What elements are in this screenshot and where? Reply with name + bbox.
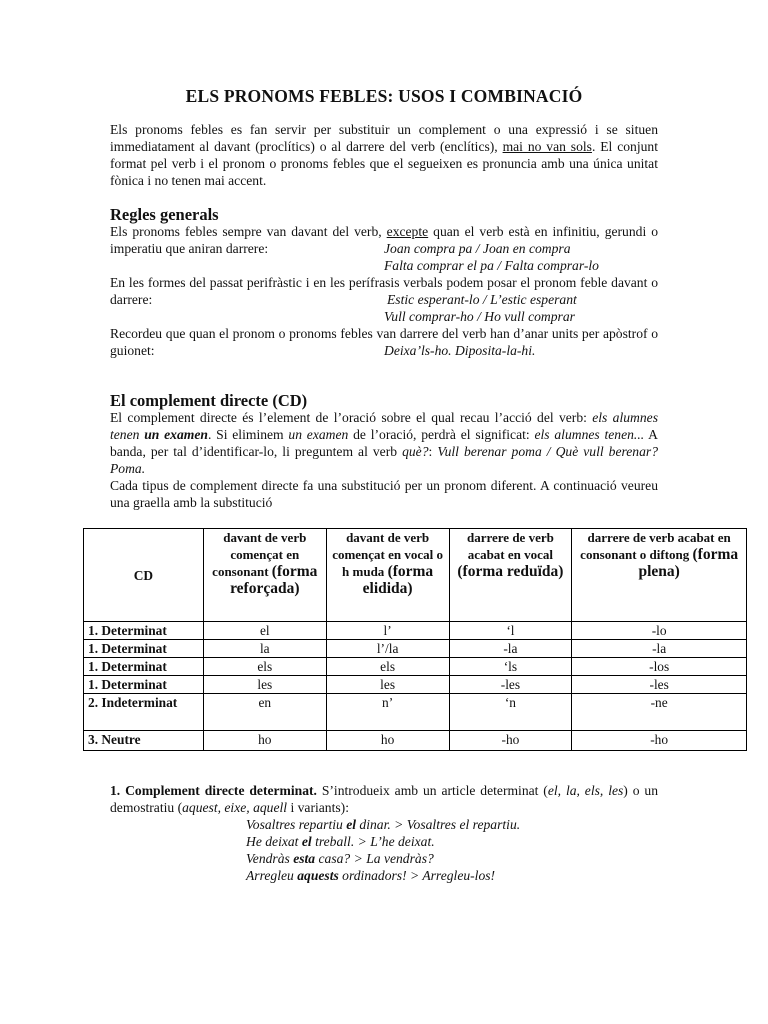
section1-heading: 1. Complement directe determinat.: [110, 783, 317, 798]
row-label: 1. Determinat: [84, 658, 204, 676]
section1-paragraph: [110, 782, 658, 816]
cd-italic-3: els alumnes tenen...: [534, 427, 645, 442]
header-3-form: (forma reduïda): [457, 563, 564, 580]
intro-text-end: . El conjunt format pel verb i el pronom o pronoms febles que el segueixen es pronuncia amb una única unitat fònica i no tenen mai accent.: [110, 139, 658, 188]
cd-heading: El complement directe (CD): [110, 391, 308, 410]
ex-post: ordinadors! > Arregleu-los!: [338, 868, 496, 883]
cd-italic-1: els alumnes tenen: [110, 410, 658, 442]
row-label: 3. Neutre: [84, 731, 204, 751]
cd-text-e: :: [428, 444, 438, 459]
table-cell: els: [326, 658, 449, 676]
section1-example: [246, 850, 434, 867]
section1-text-3: i variants):: [287, 800, 349, 815]
row-label: 1. Determinat: [84, 640, 204, 658]
section1-example: [246, 867, 495, 884]
example-4: Vull comprar-ho / Ho vull comprar: [384, 309, 575, 324]
regles-rule-3: Recordeu que quan el pronom o pronoms febles van darrere del verb han d’anar units per apòstrof o guionet:: [110, 326, 658, 358]
ex-bold: el: [301, 834, 312, 849]
table-cell: -ho: [449, 731, 572, 751]
cd-bold: un examen: [144, 427, 208, 442]
regles-heading: Regles generals: [110, 205, 219, 224]
table-cell: el: [203, 622, 326, 640]
header-col-1: [203, 529, 326, 622]
table-cell: -la: [572, 640, 747, 658]
header-col-3: [449, 529, 572, 622]
table-cell: -les: [449, 676, 572, 694]
table-cell: -la: [449, 640, 572, 658]
header-4-text: darrere de verb acabat en consonant o diftong: [580, 530, 731, 562]
table-cell: l’/la: [326, 640, 449, 658]
ex-pre: Vosaltres repartiu: [246, 817, 347, 832]
regles-rule-2: En les formes del passat perifràstic i en les perífrasis verbals podem posar el pronom feble davant o darrere:: [110, 275, 658, 307]
ex-post: casa? > La vendràs?: [315, 851, 434, 866]
table-cell: n’: [326, 694, 449, 731]
header-col-2: [326, 529, 449, 622]
table-cell: ‘ls: [449, 658, 572, 676]
cd-text-d: A banda, per tal d’identificar-lo, li preguntem al verb: [110, 427, 658, 459]
table-header-row: [84, 529, 747, 622]
ex-pre: Vendràs: [246, 851, 294, 866]
section1-example: [246, 833, 435, 850]
table-row: [84, 731, 747, 751]
table-cell: en: [203, 694, 326, 731]
table-corner: CD: [84, 529, 204, 622]
table-cell: les: [326, 676, 449, 694]
cd-italic-5: Vull berenar poma / Què vull berenar? Poma.: [110, 444, 658, 476]
header-2-text: davant de verb començat en vocal o h muda: [332, 530, 444, 579]
table-row: [84, 694, 747, 731]
ex-pre: He deixat: [246, 834, 302, 849]
intro-paragraph: [110, 121, 658, 189]
table-row: [84, 676, 747, 694]
header-3-text: darrere de verb acabat en vocal: [466, 530, 554, 562]
cd-italic-4: què?: [402, 444, 429, 459]
intro-underlined: mai no van sols: [502, 139, 592, 154]
ex-post: treball. > L’he deixat.: [311, 834, 435, 849]
header-1-text: davant de verb començat en consonant: [212, 530, 307, 579]
table-cell: la: [203, 640, 326, 658]
page-title: ELS PRONOMS FEBLES: USOS I COMBINACIÓ: [185, 86, 583, 106]
table-cell: ho: [203, 731, 326, 751]
cd-italic-2: un examen: [288, 427, 349, 442]
cd-paragraph-2: Cada tipus de complement directe fa una substitució per un pronom diferent. A continuació veureu una graella amb la substitució: [110, 478, 658, 510]
table-cell: -lo: [572, 622, 747, 640]
example-1: Joan compra pa / Joan en compra: [384, 241, 571, 256]
ex-bold: aquests: [297, 868, 339, 883]
table-cell: l’: [326, 622, 449, 640]
example-5: Deixa’ls-ho. Diposita-la-hi.: [384, 343, 536, 358]
example-2: Falta comprar el pa / Falta comprar-lo: [384, 258, 599, 273]
table-row: [84, 640, 747, 658]
header-4-form: (forma plena): [638, 546, 739, 580]
header-1-form: (forma reforçada): [230, 563, 318, 597]
intro-text: Els pronoms febles es fan servir per substituir un complement o una expressió i se situen immediatament al davant (proclítics) o al darrere del verb (enclítics),: [110, 122, 658, 154]
rule1-text-end: quan el verb està en infinitiu, gerundi o imperatiu que aniran darrere:: [110, 224, 659, 256]
table-cell: -los: [572, 658, 747, 676]
section1-example: [246, 816, 520, 833]
ex-bold: esta: [293, 851, 316, 866]
table-cell: -ne: [572, 694, 747, 731]
section1-text-2: ) o un demostratiu (: [110, 783, 658, 815]
table-cell: -ho: [572, 731, 747, 751]
section1-italic-2: aquest, eixe, aquell: [182, 800, 288, 815]
table-cell: ‘n: [449, 694, 572, 731]
rule1-text: Els pronoms febles sempre van davant del verb,: [110, 224, 387, 239]
row-label: 1. Determinat: [84, 676, 204, 694]
header-col-4: [572, 529, 747, 622]
table-cell: els: [203, 658, 326, 676]
header-2-form: (forma elidida): [362, 563, 434, 597]
ex-post: dinar. > Vosaltres el repartiu.: [356, 817, 521, 832]
rule1-underlined: excepte: [386, 224, 429, 239]
example-3: Estic esperant-lo / L’estic esperant: [387, 292, 577, 307]
table-cell: ‘l: [449, 622, 572, 640]
row-label: 2. Indeterminat: [84, 694, 204, 731]
table-row: [84, 622, 747, 640]
cd-text-b: . Si eliminem: [207, 427, 289, 442]
section1-italic-1: el, la, els, les: [547, 783, 624, 798]
row-label: 1. Determinat: [84, 622, 204, 640]
section1-text-1: S’introdueix amb un article determinat (: [316, 783, 548, 798]
substitution-table: [83, 528, 747, 751]
table-cell: -les: [572, 676, 747, 694]
table-cell: ho: [326, 731, 449, 751]
ex-bold: el: [346, 817, 357, 832]
table-cell: les: [203, 676, 326, 694]
table-row: [84, 658, 747, 676]
cd-paragraph-1: [110, 409, 658, 477]
cd-text-a: El complement directe és l’element de l’oració sobre el qual recau l’acció del verb:: [110, 410, 593, 425]
ex-pre: Arregleu: [246, 868, 298, 883]
cd-text-c: de l’oració, perdrà el significat:: [348, 427, 535, 442]
